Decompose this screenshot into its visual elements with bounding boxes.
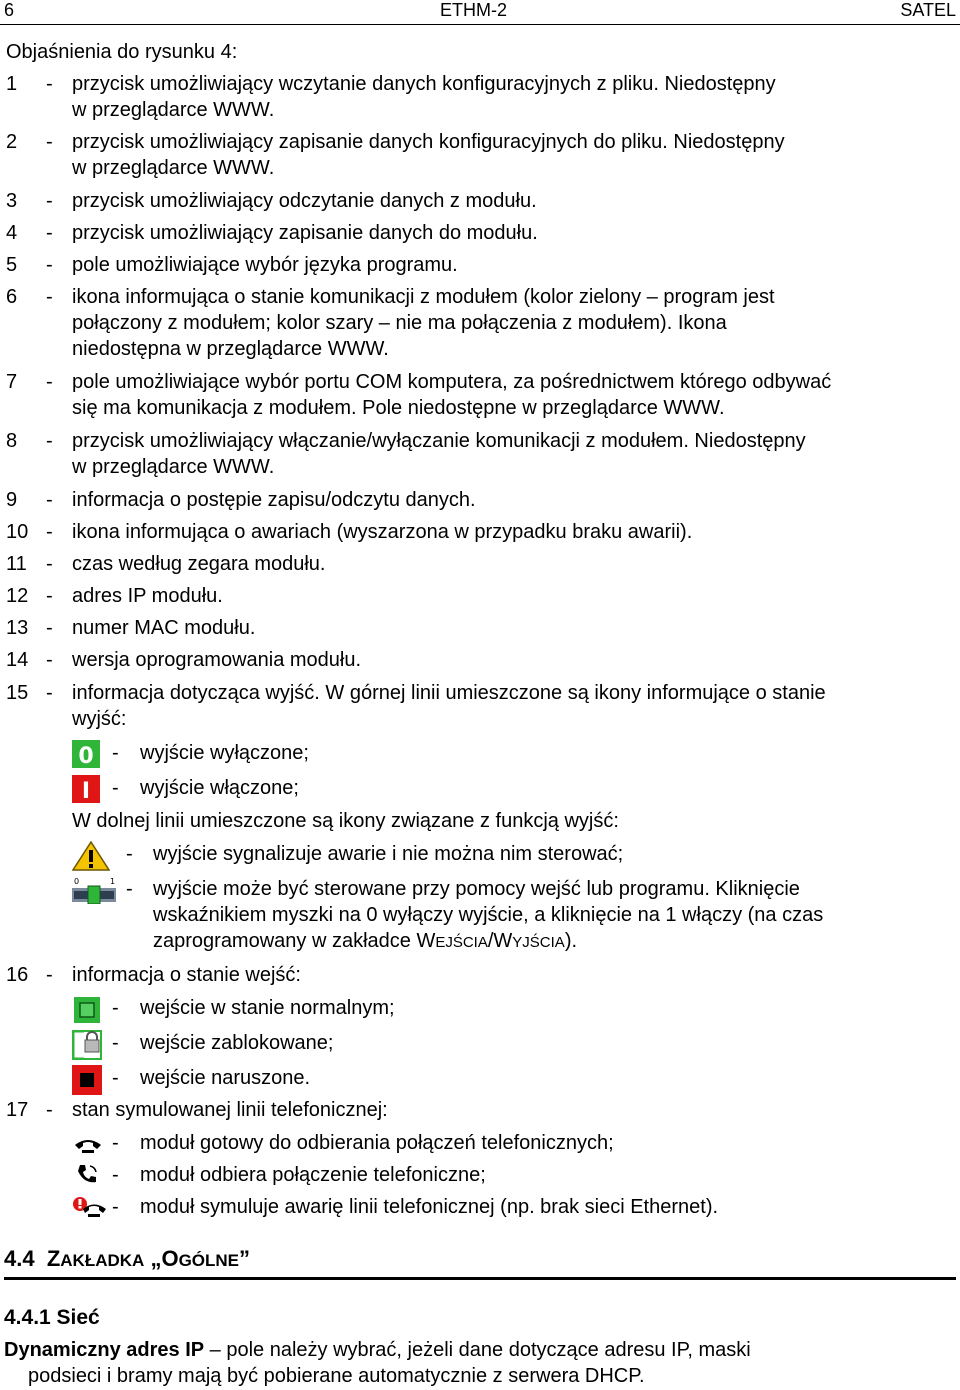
phone-active-icon — [72, 1162, 104, 1188]
list-item: 6 - ikona informująca o stanie komunikacji z modułem (kolor zielony – program jest połączony z modułem; kolor szary – nie ma połączenia z modułem). Ikona niedostępna w przeglądarce WWW. — [6, 286, 775, 360]
input-blocked-icon — [72, 1030, 102, 1060]
list-item: 9 - informacja o postępie zapisu/odczytu danych. — [6, 489, 476, 511]
list-item: 2 - przycisk umożliwiający zapisanie danych konfiguracyjnych do pliku. Niedostępny w przeglądarce WWW. — [6, 131, 785, 179]
output-on-icon — [72, 775, 100, 803]
output-off-icon — [72, 740, 100, 768]
phone-trouble-row: - moduł symuluje awarię linii telefonicznej (np. brak sieci Ethernet). — [72, 1194, 954, 1222]
list-item: 1 - przycisk umożliwiający wczytanie danych konfiguracyjnych z pliku. Niedostępny w przeglądarce WWW. — [6, 73, 776, 121]
input-blocked-row: - wejście zablokowane; — [72, 1030, 954, 1060]
list-item: 12 - adres IP modułu. — [6, 585, 223, 607]
svg-text:1: 1 — [110, 877, 116, 886]
list-item: 5 - pole umożliwiające wybór języka programu. — [6, 254, 458, 276]
list-item: 11 - czas według zegara modułu. — [6, 553, 326, 575]
lower-line-intro: W dolnej linii umieszczone są ikony związane z funkcją wyjść: — [72, 810, 619, 832]
input-normal-icon — [72, 995, 102, 1025]
term-bold: Dynamiczny adres IP — [4, 1339, 205, 1361]
brand-name: SATEL — [900, 0, 956, 20]
list-item: 10 - ikona informująca o awariach (wyszarzona w przypadku braku awarii). — [6, 521, 693, 543]
list-item: 15 - informacja dotycząca wyjść. W górnej linii umieszczone są ikony informujące o stanie wyjść: — [6, 682, 826, 730]
output-switch-icon[interactable] — [72, 876, 116, 904]
section-heading: 4.4 ZAKŁADKA „OGÓLNE” — [4, 1245, 956, 1280]
phone-trouble-icon — [72, 1194, 110, 1220]
phone-idle-icon — [72, 1130, 104, 1156]
intro-text: Objaśnienia do rysunku 4: — [6, 41, 238, 63]
output-off-row: 0 - wyjście wyłączone; — [72, 740, 954, 770]
document-title: ETHM-2 — [440, 0, 507, 20]
list-item: 8 - przycisk umożliwiający włączanie/wyłączanie komunikacji z modułem. Niedostępny w przeglądarce WWW. — [6, 430, 806, 478]
subsection-heading: 4.4.1 Sieć — [4, 1306, 100, 1329]
warning-icon — [72, 841, 110, 871]
output-on-row: I - wyjście włączone; — [72, 775, 954, 805]
phone-receiving-row: - moduł odbiera połączenie telefoniczne; — [72, 1162, 954, 1190]
list-item: 7 - pole umożliwiające wybór portu COM komputera, za pośrednictwem którego odbywać się ma komunikacja z modułem. Pole niedostępne w przeglądarce WWW. — [6, 371, 832, 419]
page-header — [0, 0, 960, 25]
list-item: 17 - stan symulowanej linii telefonicznej: — [6, 1099, 388, 1121]
paragraph-dhcp: Dynamiczny adres IP – pole należy wybrać, jeżeli dane dotyczące adresu IP, maski podsieci i bramy mają być pobierane automatycznie z serwera DHCP. — [4, 1339, 751, 1387]
list-item: 3 - przycisk umożliwiający odczytanie danych z modułu. — [6, 190, 537, 212]
list-item: 14 - wersja oprogramowania modułu. — [6, 649, 362, 671]
list-item: 13 - numer MAC modułu. — [6, 617, 256, 639]
input-violated-row: - wejście naruszone. — [72, 1065, 954, 1095]
list-item: 16 - informacja o stanie wejść: — [6, 964, 301, 986]
svg-text:0: 0 — [78, 744, 94, 768]
svg-text:I: I — [81, 779, 91, 803]
input-violated-icon — [72, 1065, 102, 1095]
page-number: 6 — [4, 0, 15, 20]
svg-text:0: 0 — [74, 877, 80, 886]
list-item: 4 - przycisk umożliwiający zapisanie danych do modułu. — [6, 222, 538, 244]
input-normal-row: - wejście w stanie normalnym; — [72, 995, 954, 1025]
output-trouble-row: - wyjście sygnalizuje awarie i nie można nim sterować; — [72, 841, 954, 871]
phone-ready-row: - moduł gotowy do odbierania połączeń telefonicznych; — [72, 1130, 954, 1158]
output-control-row: 0 1 - wyjście może być sterowane przy pomocy wejść lub programu. Kliknięcie wskaźnikiem myszki na 0 wyłączy wyjście, a kliknięcie na 1 włączy (na czas zaprogramowany w zakładce WEJŚCIA/WYJŚCIA). — [74, 877, 824, 952]
